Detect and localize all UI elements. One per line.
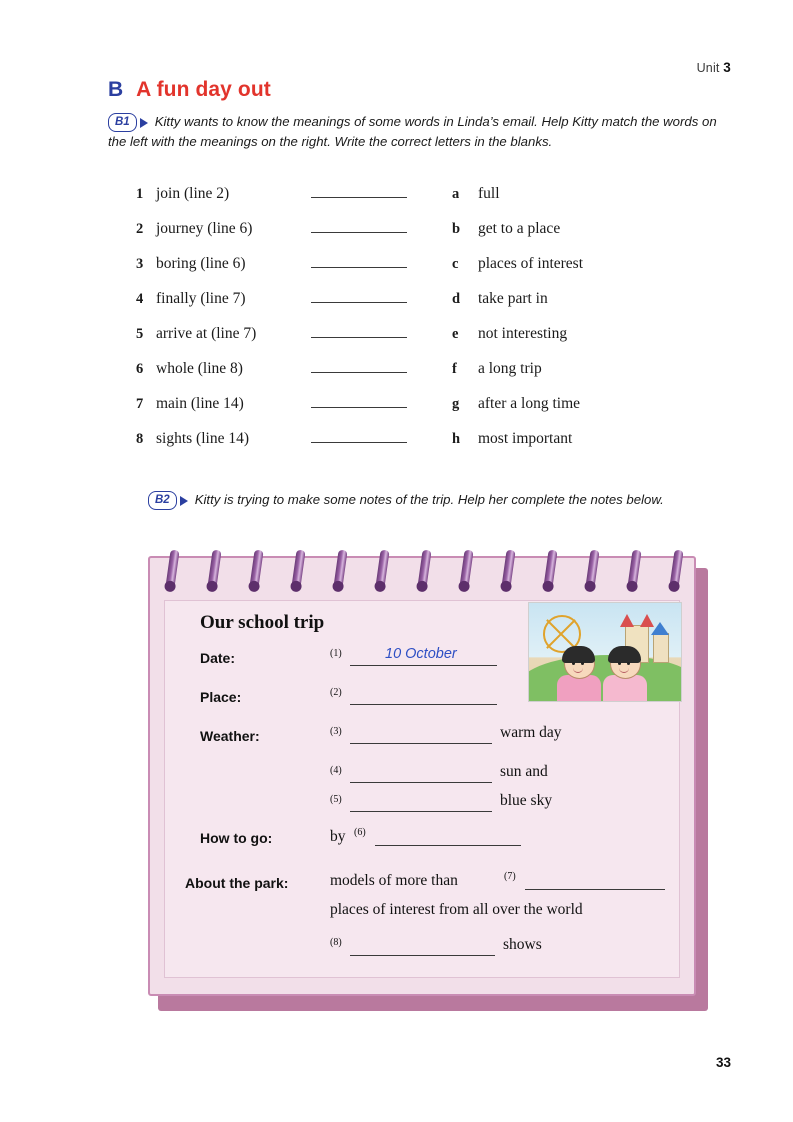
eye-icon	[627, 662, 630, 665]
answer-blank[interactable]	[311, 394, 407, 408]
b1-instruction-block	[108, 112, 738, 152]
section-heading	[108, 78, 271, 102]
item-word: journey (line 6)	[156, 220, 253, 237]
ring-icon	[291, 550, 305, 589]
item-word: join (line 2)	[156, 185, 230, 202]
blank-number-4: (4)	[330, 765, 342, 776]
table-row	[136, 429, 696, 464]
blank-number-7: (7)	[504, 871, 516, 882]
option-definition: a long trip	[478, 360, 542, 377]
blank-line-5[interactable]	[350, 811, 492, 812]
label-how-to-go: How to go:	[200, 830, 273, 846]
section-letter: B	[108, 78, 124, 101]
unit-prefix: Unit	[696, 61, 720, 75]
girl-hair	[608, 646, 641, 663]
item-number: 6	[136, 361, 144, 377]
table-row	[136, 324, 696, 359]
item-number: 5	[136, 326, 144, 342]
answer-blank[interactable]	[311, 219, 407, 233]
blank-line-7[interactable]	[525, 889, 665, 890]
label-place: Place:	[200, 689, 242, 705]
option-definition: get to a place	[478, 220, 561, 237]
item-word: sights (line 14)	[156, 430, 249, 447]
triangle-right-icon	[180, 496, 188, 506]
unit-number: 3	[723, 60, 731, 75]
item-word: main (line 14)	[156, 395, 244, 412]
answer-blank[interactable]	[311, 324, 407, 338]
option-letter: h	[452, 431, 461, 447]
ring-icon	[417, 550, 431, 589]
blank-line-1[interactable]	[350, 665, 497, 666]
ring-icon	[249, 550, 263, 589]
b2-task-tag-label: B2	[148, 491, 177, 510]
girl-body	[557, 675, 601, 702]
tower-icon	[653, 633, 669, 663]
table-row	[136, 359, 696, 394]
answer-blank[interactable]	[311, 254, 407, 268]
matching-exercise	[136, 184, 696, 464]
table-row	[136, 219, 696, 254]
table-row	[136, 254, 696, 289]
ring-icon	[165, 550, 179, 589]
girl-hair	[562, 646, 595, 663]
item-number: 1	[136, 186, 144, 202]
text-models-of-more-than: models of more than	[330, 872, 458, 889]
b1-task-tag-label: B1	[108, 113, 137, 132]
b1-instruction-text: Kitty wants to know the meanings of some words in Linda’s email. Help Kitty match the words on the left with the meanings on the right. Write the correct letters in the blanks.	[108, 114, 717, 150]
option-definition: places of interest	[478, 255, 584, 272]
ring-icon	[627, 550, 641, 589]
answer-blank[interactable]	[311, 359, 407, 373]
triangle-right-icon	[140, 118, 148, 128]
ring-icon	[207, 550, 221, 589]
notepad-body	[148, 556, 696, 996]
girl-body	[603, 675, 647, 702]
page-title: A fun day out	[136, 78, 271, 101]
eye-icon	[581, 662, 584, 665]
blank-line-8[interactable]	[350, 955, 495, 956]
b2-task-tag	[148, 491, 188, 510]
ring-icon	[333, 550, 347, 589]
option-letter: a	[452, 186, 460, 202]
b2-instruction-text: Kitty is trying to make some notes of the trip. Help her complete the notes below.	[194, 492, 664, 507]
girl-right	[601, 649, 649, 701]
item-number: 7	[136, 396, 144, 412]
option-letter: c	[452, 256, 459, 272]
answer-blank[interactable]	[311, 429, 407, 443]
blank-line-4[interactable]	[350, 782, 492, 783]
item-word: finally (line 7)	[156, 290, 246, 307]
label-about-the-park: About the park:	[185, 875, 289, 891]
ring-icon	[669, 550, 683, 589]
ring-icon	[501, 550, 515, 589]
page-number: 33	[715, 1055, 731, 1070]
label-weather: Weather:	[200, 728, 260, 744]
blank-line-6[interactable]	[375, 845, 521, 846]
item-number: 2	[136, 221, 144, 237]
option-letter: d	[452, 291, 461, 307]
option-definition: most important	[478, 430, 573, 447]
label-date: Date:	[200, 650, 236, 666]
blank-number-3: (3)	[330, 726, 342, 737]
text-shows: shows	[503, 936, 542, 953]
blank-line-2[interactable]	[350, 704, 497, 705]
option-definition: take part in	[478, 290, 548, 307]
b2-instruction-block	[148, 490, 738, 510]
item-number: 4	[136, 291, 144, 307]
ring-icon	[543, 550, 557, 589]
notepad-title: Our school trip	[200, 612, 325, 633]
girl-left	[555, 649, 603, 701]
blank-number-6: (6)	[354, 827, 366, 838]
eye-icon	[572, 662, 575, 665]
text-sun-and: sun and	[500, 763, 548, 780]
option-letter: b	[452, 221, 461, 237]
item-word: boring (line 6)	[156, 255, 246, 272]
option-letter: e	[452, 326, 459, 342]
option-definition: not interesting	[478, 325, 568, 342]
option-definition: after a long time	[478, 395, 580, 412]
ring-icon	[375, 550, 389, 589]
unit-label	[697, 60, 731, 75]
option-letter: f	[452, 361, 457, 377]
option-definition: full	[478, 185, 500, 202]
answer-blank[interactable]	[311, 184, 407, 198]
text-warm-day: warm day	[500, 724, 562, 741]
notepad	[148, 556, 708, 1011]
answer-blank[interactable]	[311, 289, 407, 303]
blank-number-1: (1)	[330, 648, 342, 659]
table-row	[136, 184, 696, 219]
blank-line-3[interactable]	[350, 743, 492, 744]
table-row	[136, 289, 696, 324]
ring-icon	[459, 550, 473, 589]
text-places-line: places of interest from all over the world	[330, 901, 583, 918]
item-word: whole (line 8)	[156, 360, 243, 377]
option-letter: g	[452, 396, 460, 412]
blank-number-8: (8)	[330, 937, 342, 948]
blank-number-2: (2)	[330, 687, 342, 698]
table-row	[136, 394, 696, 429]
blank-number-5: (5)	[330, 794, 342, 805]
eye-icon	[618, 662, 621, 665]
spiral-rings	[168, 550, 688, 590]
item-number: 3	[136, 256, 144, 272]
b1-task-tag	[108, 113, 148, 132]
ring-icon	[585, 550, 599, 589]
text-blue-sky: blue sky	[500, 792, 553, 809]
text-by: by	[330, 828, 346, 845]
item-number: 8	[136, 431, 144, 447]
item-word: arrive at (line 7)	[156, 325, 257, 342]
theme-park-illustration	[528, 602, 682, 702]
answer-date: 10 October	[385, 646, 457, 662]
